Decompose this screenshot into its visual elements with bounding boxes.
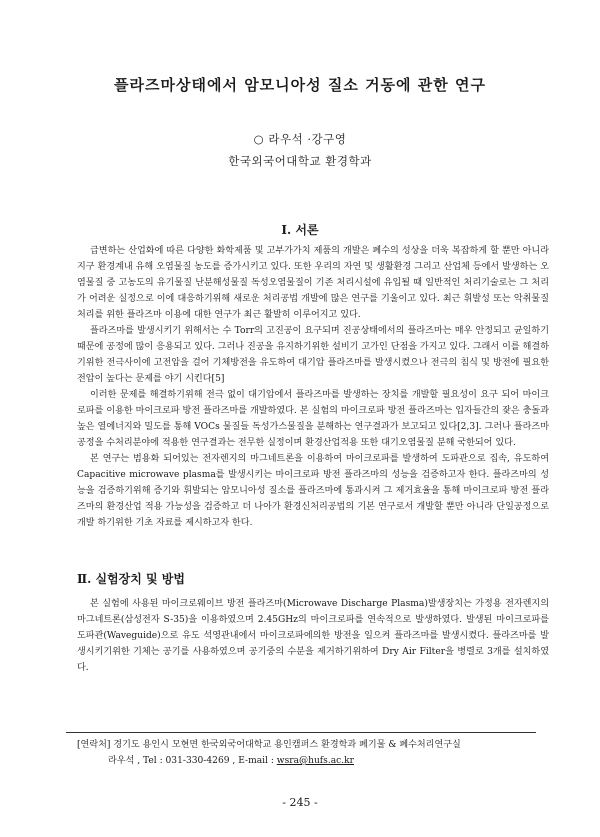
paper-authors: ○ 라우석 ·강구영 [253, 132, 347, 146]
contact-email-link[interactable]: wsra@hufs.ac.kr [276, 756, 354, 766]
paper-affiliation: 한국외국어대학교 환경학과 [228, 154, 372, 168]
page-number: - 245 - [282, 796, 318, 809]
section-heading-introduction: I. 서론 [281, 223, 319, 237]
section-body-methods [77, 596, 549, 676]
contact-address: [연락처] 경기도 용인시 모현면 한국외국어대학교 용인캠퍼스 환경학과 폐기물 & 폐수처리연구실 [77, 740, 461, 750]
paper-title: 플라즈마상태에서 암모니아성 질소 거동에 관한 연구 [114, 76, 486, 94]
paragraph: 플라즈마를 발생시키기 위해서는 수 Torr의 고진공이 요구되며 진공상태에서의 플라즈마는 매우 안정되고 균일하기 때문에 공정에 많이 응용되고 있다. 그러나 진공을 유지하기위한 설비기 고가인 단점을 가지고 있다. 그래서 이를 해결하기위한 전극사이에 고전압을 걸어 기체방전을 유도하여 대기압 플라즈마를 발생시켰으나 전극의 침식 및 방전에 필요한 전압이 높다는 문제를 야기 시킨다[5] [77, 326, 549, 384]
footnote-divider [66, 732, 536, 733]
paragraph: 본 실험에 사용된 마이크로웨이브 방전 플라즈마(Microwave Discharge Plasma)발생장치는 가정용 전자렌지의 마그네트론(삼성전자 S-35)을 이용하였으며 2.45GHz의 마이크로파를 연속적으로 발생하였다. 발생된 마이크로파를 도파관(Waveguide)으로 유도 석영관내에서 마이크로파에의한 방전을 일으켜 플라즈마를 발생시켰다. 플라즈마를 발생시키기위한 기체는 공기를 사용하였으며 공기중의 수분을 제거하기위하여 Dry Air Filter을 병렬로 3개를 설치하였다. [77, 599, 549, 673]
contact-details [108, 753, 598, 769]
contact-name-phone: 라우석 , Tel : 031-330-4269 , E-mail : [108, 756, 277, 766]
paragraph: 본 연구는 범용화 되어있는 전자렌지의 마그네트론을 이용하여 마이크로파를 발생하여 도파관으로 집속, 유도하여 Capacitive microwave plasma를 발생시키는 마이크로파 방전 플라즈마의 성능을 검증하고자 한다. 플라즈마의 성능을 검증하기위해 증기와 휘발되는 암모니아성 질소를 플라즈마에 통과시켜 그 제거효율을 통해 마이크로파 방전 플라즈마의 환경산업 적용 가능성을 검증하고 더 나아가 환경신처리공법의 기본 연구로서 개발할 뿐만 아니라 단일공정으로 개발 하기위한 기초 자료를 제시하고자 한다. [77, 454, 549, 528]
section-heading-methods: Ⅱ. 실험장치 및 방법 [77, 572, 185, 586]
section-body-introduction [77, 243, 549, 531]
paragraph: 급변하는 산업화에 따른 다양한 화학제품 및 고부가가치 제품의 개발은 폐수의 성상을 더욱 복잡하게 할 뿐만 아니라 지구 환경계내 유해 오염물질 농도를 증가시키고 있다. 또한 우리의 자연 및 생활환경 그리고 산업체 등에서 발생하는 오염물질 중 고농도의 유기물질 난분해성물질 독성오염물질이 기존 처리시설에 유입될 때 일반적인 처리기술로는 그 처리가 어려운 실정으로 이에 대응하기위해 새로운 처리공법 개발에 많은 연구를 기울이고 있다. 최근 휘발성 또는 악취물질 처리를 위한 플라즈마 이용에 대한 연구가 최근 활발히 이루어지고 있다. [77, 246, 549, 320]
paragraph: 이러한 문제를 해결하기위해 전극 없이 대기압에서 플라즈마를 발생하는 장치를 개발할 필요성이 요구 되어 마이크로파를 이용한 마이크로파 방전 플라즈마를 개발하였다. 본 실험의 마이크로파 방전 플라즈마는 입자들간의 잦은 충돌과 높은 열에너지와 밀도를 통해 VOCs 물질들 독성가스물질을 분해하는 연구결과가 보고되고 있다[2,3]. 그러나 플라즈마 공정을 수처리분야에 적용한 연구결과는 전무한 실정이며 환경산업적용 또한 대기오염물질 분해 국한되어 있다. [77, 390, 549, 448]
